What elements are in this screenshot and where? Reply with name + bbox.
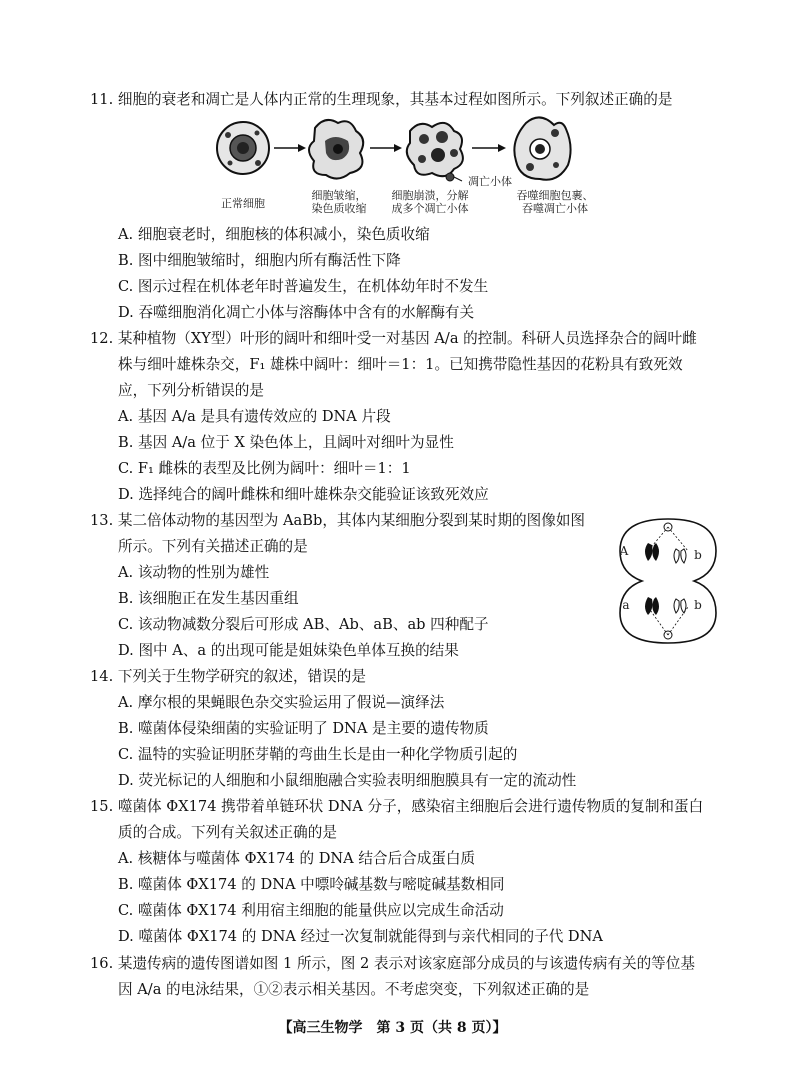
chromosome-icon	[645, 597, 659, 615]
figure-label-phago-1: 吞噬细胞包裹、	[516, 189, 594, 202]
q15-option-c[interactable]: C. 噬菌体 ΦX174 利用宿主细胞的能量供应以完成生命活动	[118, 902, 504, 919]
q13-option-b[interactable]: B. 该细胞正在发生基因重组	[118, 590, 299, 607]
question-11-stem: 11. 细胞的衰老和凋亡是人体内正常的生理现象，其基本过程如图所示。下列叙述正确的是	[90, 91, 673, 108]
chromosome-icon	[645, 543, 659, 561]
q15-option-a[interactable]: A. 核糖体与噬菌体 ΦX174 的 DNA 结合后合成蛋白质	[118, 850, 476, 867]
question-16-stem-line-2: 因 A/a 的电泳结果，①②表示相关基因。不考虑突变，下列叙述正确的是	[118, 981, 590, 998]
cell-division-diagram	[612, 515, 724, 647]
question-15-stem-line-2: 质的合成。下列有关叙述正确的是	[118, 824, 337, 841]
q14-option-d[interactable]: D. 荧光标记的人细胞和小鼠细胞融合实验表明细胞膜具有一定的流动性	[118, 772, 577, 789]
q14-option-c[interactable]: C. 温特的实验证明胚芽鞘的弯曲生长是由一种化学物质引起的	[118, 746, 518, 763]
question-15-stem-line-1: 15. 噬菌体 ΦX174 携带着单链环状 DNA 分子，感染宿主细胞后会进行遗传物质的复制和蛋白	[90, 798, 704, 815]
figure-label-normal-cell: 正常细胞	[221, 197, 265, 210]
cell-apoptosis-figure	[210, 113, 610, 218]
figure-label-breakup-1: 细胞崩溃，分解	[391, 189, 469, 202]
cell-division-figure	[612, 515, 724, 647]
gene-label-a: a	[622, 598, 630, 612]
figure-label-apoptotic-body: 凋亡小体	[468, 175, 512, 188]
question-12-stem-line-1: 12. 某种植物（XY型）叶形的阔叶和细叶受一对基因 A/a 的控制。科研人员选择杂合的阔叶雌	[90, 330, 697, 347]
question-13-stem-line-1: 13. 某二倍体动物的基因型为 AaBb，其体内某细胞分裂到某时期的图像如图	[90, 512, 586, 529]
page-footer: 【高三生物学 第 3 页（共 8 页）】	[278, 1020, 507, 1036]
question-16-stem-line-1: 16. 某遗传病的遗传图谱如图 1 所示，图 2 表示对该家庭部分成员的与该遗传病有关的等位基	[90, 955, 695, 972]
question-11	[90, 90, 710, 110]
shrinking-cell-icon	[309, 120, 363, 179]
chromosome-icon	[674, 599, 686, 613]
q12-option-b[interactable]: B. 基因 A/a 位于 X 染色体上，且阔叶对细叶为显性	[118, 434, 454, 451]
q12-option-a[interactable]: A. 基因 A/a 是具有遗传效应的 DNA 片段	[118, 408, 391, 425]
chromosome-icon	[674, 549, 686, 563]
question-13-stem-line-2: 所示。下列有关描述正确的是	[118, 538, 308, 555]
gene-label-b-top: b	[694, 548, 702, 562]
q14-option-a[interactable]: A. 摩尔根的果蝇眼色杂交实验运用了假说—演绎法	[118, 694, 445, 711]
q13-option-c[interactable]: C. 该动物减数分裂后可形成 AB、Ab、aB、ab 四种配子	[118, 616, 489, 633]
q15-option-b[interactable]: B. 噬菌体 ΦX174 的 DNA 中嘌呤碱基数与嘧啶碱基数相同	[118, 876, 505, 893]
normal-cell-icon	[217, 122, 269, 174]
question-12-stem-line-3: 应，下列分析错误的是	[118, 382, 264, 399]
q12-option-d[interactable]: D. 选择纯合的阔叶雌株和细叶雄株杂交能验证该致死效应	[118, 486, 489, 503]
figure-label-breakup-2: 成多个凋亡小体	[391, 202, 469, 215]
gene-label-A: A	[619, 544, 629, 558]
arrow-icon	[370, 144, 402, 152]
gene-label-b-bottom: b	[694, 598, 702, 612]
question-12-stem-line-2: 株与细叶雄株杂交，F₁ 雄株中阔叶：细叶＝1：1。已知携带隐性基因的花粉具有致死效	[118, 356, 683, 373]
figure-label-phago-2: 吞噬凋亡小体	[522, 202, 588, 215]
figure-label-shrink-1: 细胞皱缩，	[311, 189, 367, 202]
q11-option-c[interactable]: C. 图示过程在机体老年时普遍发生，在机体幼年时不发生	[118, 278, 489, 295]
q13-option-d[interactable]: D. 图中 A、a 的出现可能是姐妹染色单体互换的结果	[118, 642, 459, 659]
figure-label-shrink-2: 染色质收缩	[311, 202, 367, 215]
q15-option-d[interactable]: D. 噬菌体 ΦX174 的 DNA 经过一次复制就能得到与亲代相同的子代 DNA	[118, 928, 603, 945]
fragmented-cell-icon	[407, 123, 463, 181]
q14-option-b[interactable]: B. 噬菌体侵染细菌的实验证明了 DNA 是主要的遗传物质	[118, 720, 489, 737]
q11-option-d[interactable]: D. 吞噬细胞消化凋亡小体与溶酶体中含有的水解酶有关	[118, 304, 475, 321]
phagocyte-cell-icon	[514, 117, 570, 179]
arrow-icon	[472, 144, 506, 152]
q13-option-a[interactable]: A. 该动物的性别为雄性	[118, 564, 270, 581]
question-14-stem: 14. 下列关于生物学研究的叙述，错误的是	[90, 668, 366, 685]
q11-option-a[interactable]: A. 细胞衰老时，细胞核的体积减小，染色质收缩	[118, 226, 430, 243]
arrow-icon	[274, 144, 306, 152]
q11-option-b[interactable]: B. 图中细胞皱缩时，细胞内所有酶活性下降	[118, 252, 401, 269]
q12-option-c[interactable]: C. F₁ 雌株的表型及比例为阔叶：细叶＝1：1	[118, 460, 411, 477]
